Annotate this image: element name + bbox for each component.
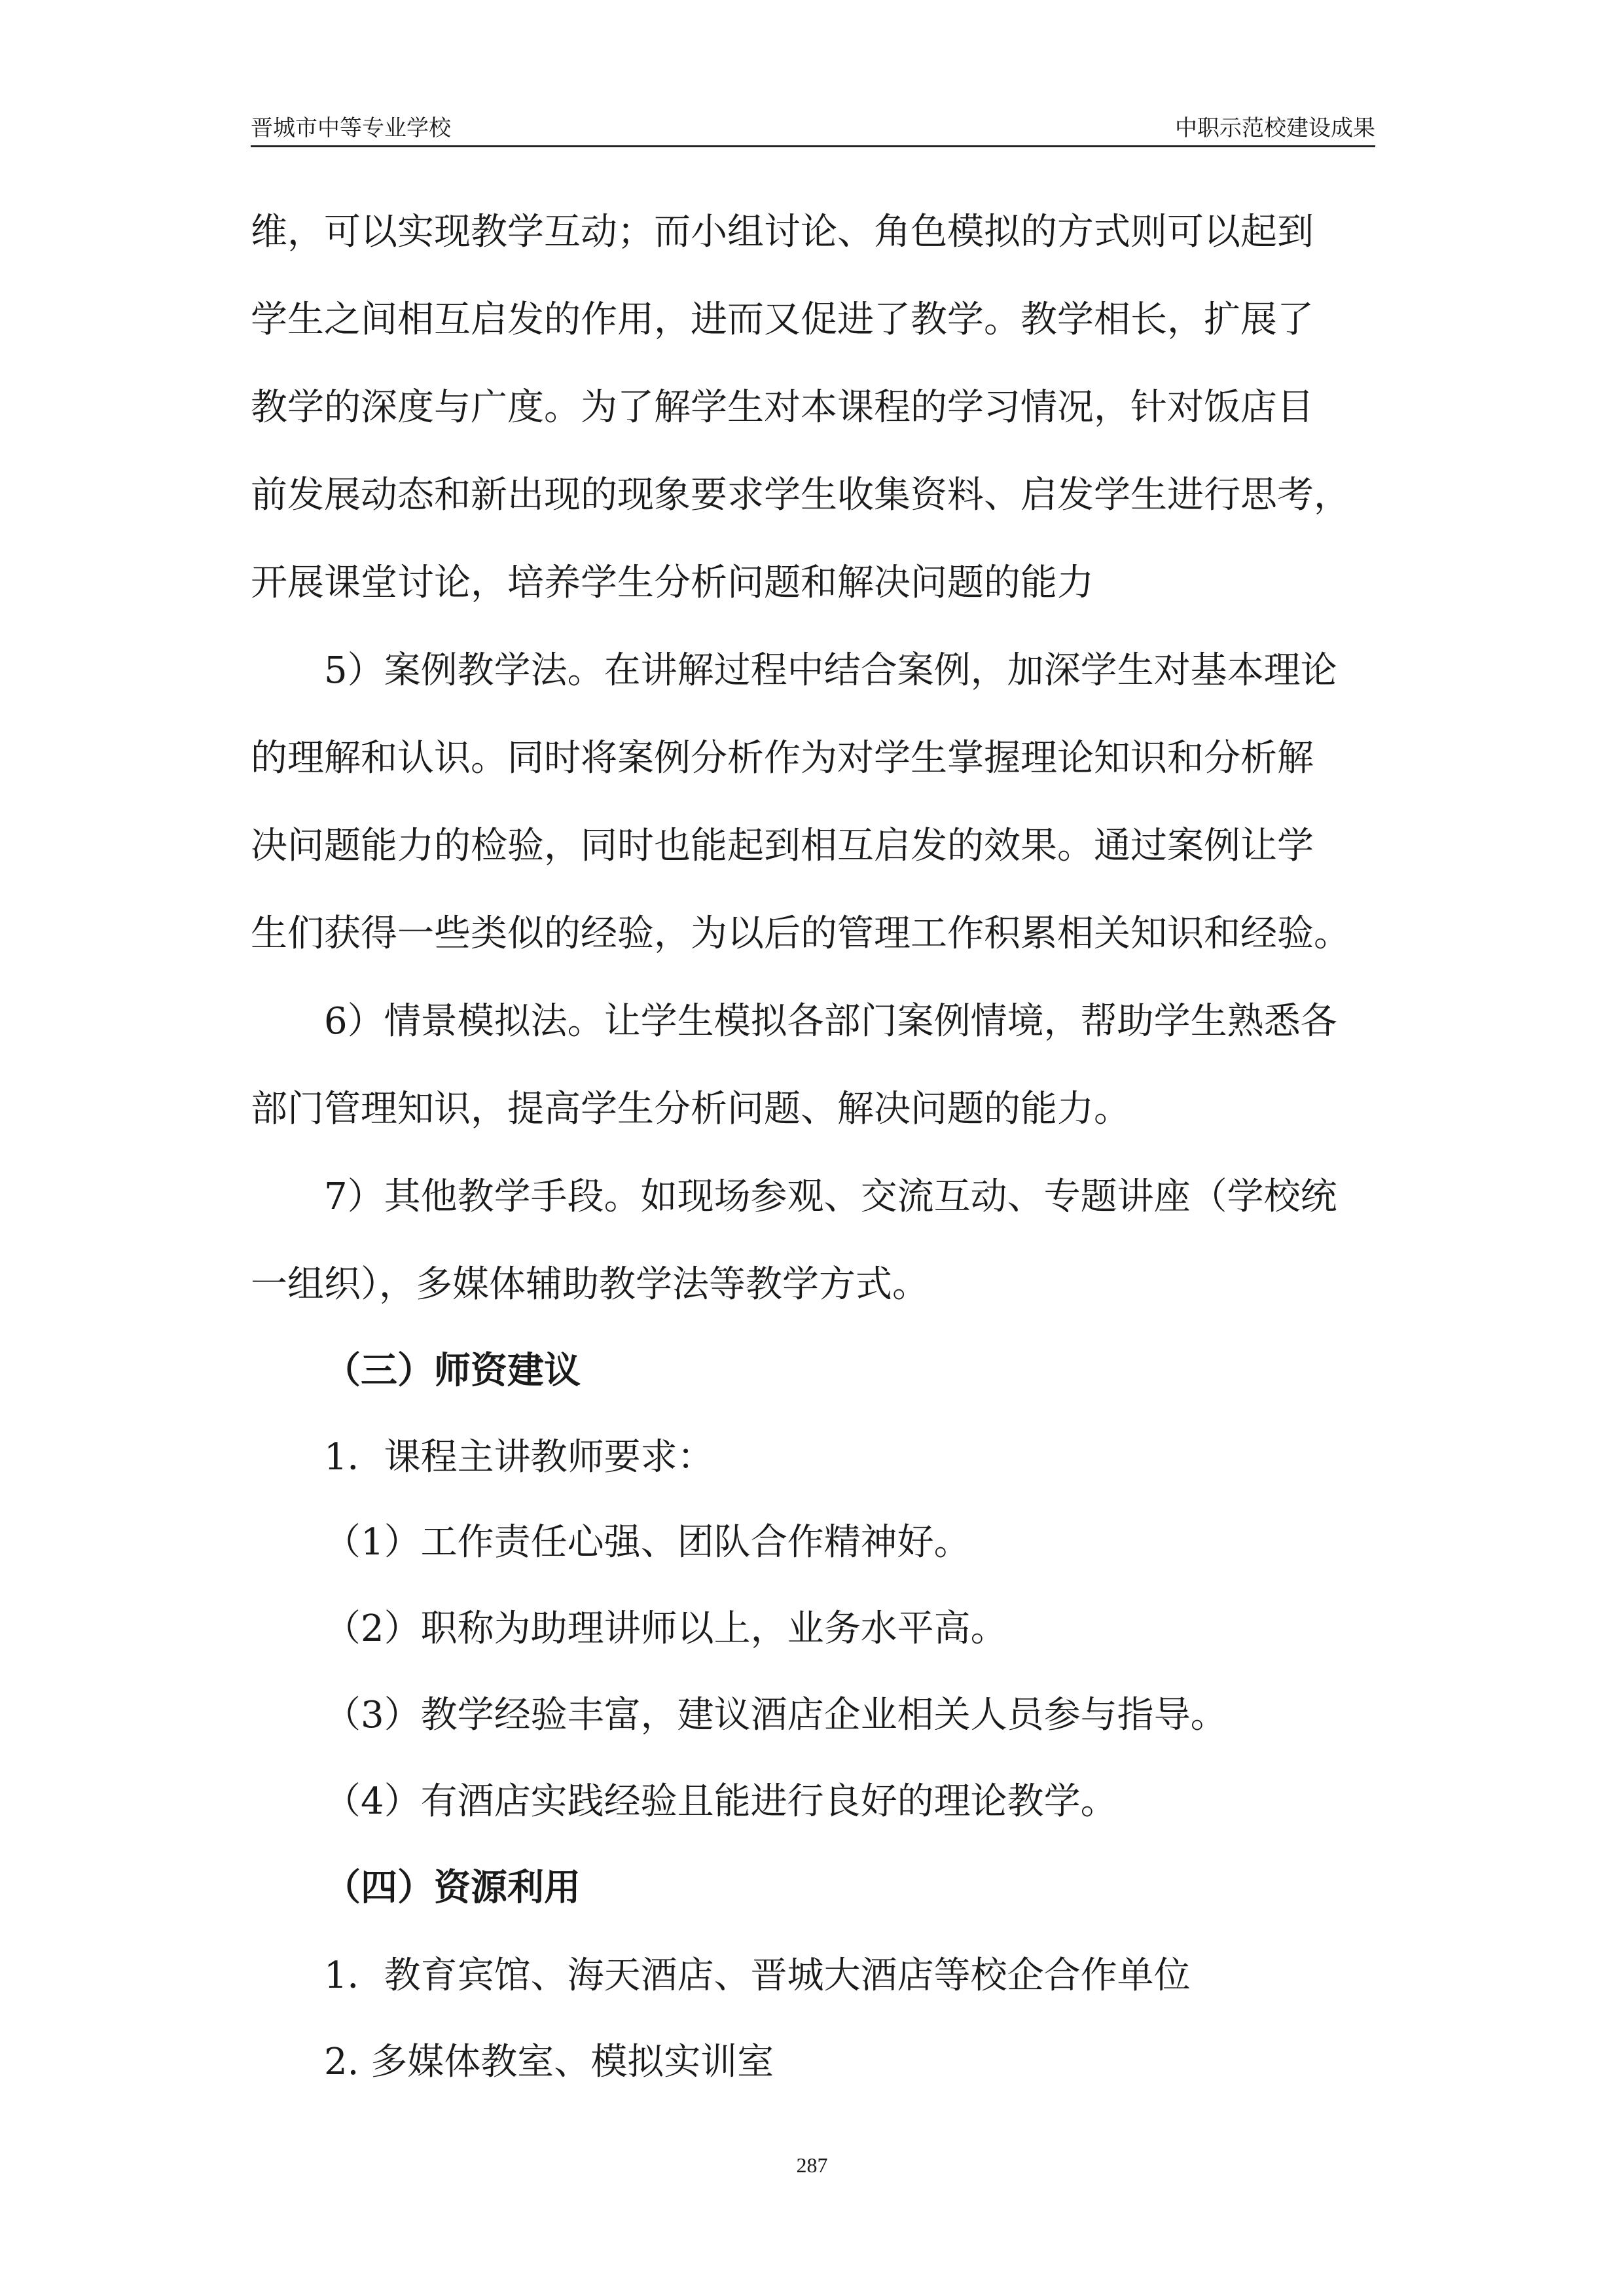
section-heading-faculty: （三）师资建议: [324, 1350, 581, 1392]
list-item: 2. 多媒体教室、模拟实训室: [324, 2041, 774, 2083]
paragraph-start-line: 7）其他教学手段。如现场参观、交流互动、专题讲座（学校统: [324, 1175, 1337, 1218]
list-item: 1．教育宾馆、海天酒店、晋城大酒店等校企合作单位: [324, 1954, 1191, 1997]
section-heading-resources: （四）资源利用: [324, 1867, 581, 1909]
list-item: （1）工作责任心强、团队合作精神好。: [324, 1521, 971, 1564]
header-section-title: 中职示范校建设成果: [1175, 115, 1375, 141]
page-header: [251, 115, 1375, 147]
list-item: （3）教学经验丰富，建议酒店企业相关人员参与指导。: [324, 1694, 1227, 1736]
body-line: 的理解和认识。同时将案例分析作为对学生掌握理论知识和分析解: [251, 737, 1314, 780]
paragraph-start-line: 5）案例教学法。在讲解过程中结合案例，加深学生对基本理论: [324, 649, 1337, 692]
body-line: 部门管理知识，提高学生分析问题、解决问题的能力。: [251, 1088, 1130, 1130]
body-line: 维，可以实现教学互动；而小组讨论、角色模拟的方式则可以起到: [251, 211, 1314, 253]
body-line: 决问题能力的检验，同时也能起到相互启发的效果。通过案例让学: [251, 825, 1314, 867]
list-title: 1．课程主讲教师要求：: [324, 1436, 714, 1479]
page-number: 287: [796, 2153, 828, 2177]
body-line: 前发展动态和新出现的现象要求学生收集资料、启发学生进行思考，: [251, 474, 1350, 516]
body-line: 开展课堂讨论，培养学生分析问题和解决问题的能力: [251, 562, 1094, 604]
body-line: 教学的深度与广度。为了解学生对本课程的学习情况，针对饭店目: [251, 386, 1314, 429]
paragraph-start-line: 6）情景模拟法。让学生模拟各部门案例情境，帮助学生熟悉各: [324, 1000, 1337, 1043]
body-line: 学生之间相互启发的作用，进而又促进了教学。教学相长，扩展了: [251, 298, 1314, 341]
header-school-name: 晋城市中等专业学校: [251, 115, 451, 141]
list-item: （2）职称为助理讲师以上，业务水平高。: [324, 1607, 1007, 1650]
body-line: 一组织），多媒体辅助教学法等教学方式。: [251, 1263, 929, 1306]
list-item: （4）有酒店实践经验且能进行良好的理论教学。: [324, 1780, 1117, 1823]
body-line: 生们获得一些类似的经验，为以后的管理工作积累相关知识和经验。: [251, 912, 1350, 955]
